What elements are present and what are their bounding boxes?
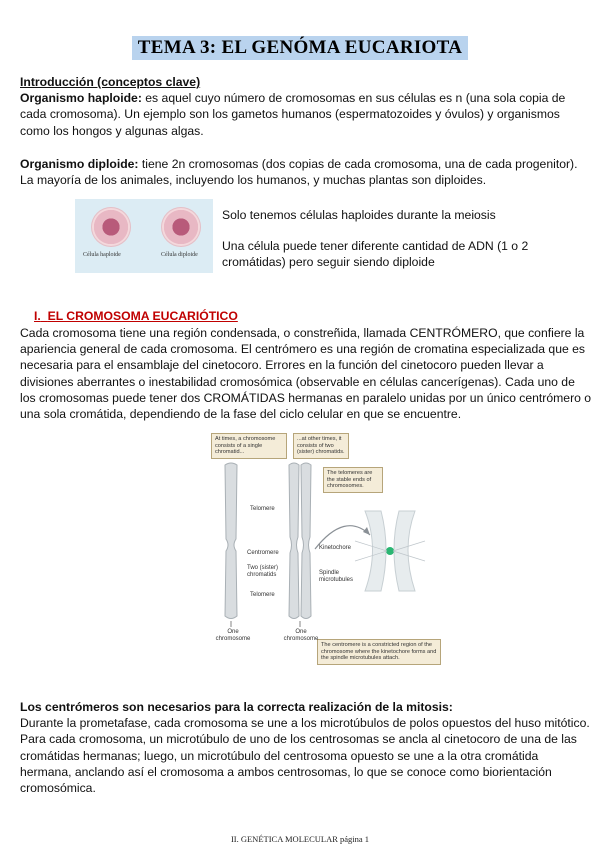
haploide-term: Organismo haploide: [20, 91, 142, 106]
mitosis-heading: Los centrómeros son necesarios para la correcta realización de la mitosis: [20, 700, 453, 714]
cells-image [75, 199, 213, 273]
label-spindle: Spindle microtubules [319, 570, 354, 583]
intro-heading: Introducción (conceptos clave) [20, 75, 201, 89]
haploide-text: es aquel cuyo número de cromosomas en sus células es n (una sola copia de cada cromosoma). Un ejemplo son los gametos humanos (espermatozoides y óvulos) y organismos como los hongos y algunas algas. [20, 91, 566, 138]
diploide-term: Organismo diploide: [20, 157, 139, 171]
section-1-title: EL CROMOSOMA EUCARIÓTICO [47, 309, 238, 323]
single-chromatid-shape [225, 463, 237, 619]
page-title: TEMA 3: EL GENÓMA EUCARIOTA [132, 36, 468, 60]
callout-two: ...at other times, it consists of two (sister) chromatids. [293, 433, 349, 459]
label-one-chromosome-left: One chromosome [215, 629, 251, 642]
zoom-arrow-head [363, 527, 370, 535]
zoom-chromatid-right [394, 511, 415, 591]
label-one-chromosome-right: One chromosome [283, 629, 319, 642]
cells-note-1: Solo tenemos células haploides durante la meiosis [222, 208, 496, 222]
mitosis-block [20, 699, 592, 796]
diploide-text: tiene 2n cromosomas (dos copias de cada cromosoma, una de cada progenitor). La mayoría de los animales, incluyendo los humanos, y muchas plantas son diploides. [20, 157, 578, 188]
callout-centromere: The centromere is a constricted region of the chromosome where the kinetochore forms and the spindle microtubules attach. [317, 639, 441, 665]
mitosis-paragraph: Durante la prometafase, cada cromosoma se une a los microtúbulos de polos opuestos del huso mitótico. Para cada cromosoma, un microtúbulo de uno de los centrosomas se ancla al cinetocoro de una de las cromátidas hermanas; luego, un microtúbulo del centrosoma opuesto se une a la otra cromátida hermana, anclando así el cromosoma a ambos centrosomas, lo que se conoce como biorientación cromosómica. [20, 716, 590, 796]
diploide-block [20, 156, 592, 188]
intro-block [20, 74, 592, 139]
haploid-cell-image [91, 207, 131, 247]
chromosome-figure [205, 431, 440, 687]
diploid-cell-image [161, 207, 201, 247]
sister-chromatid-left [289, 463, 299, 619]
callout-single: At times, a chromosome consists of a single chromatid... [211, 433, 287, 459]
section-1-paragraph: Cada cromosoma tiene una región condensada, o constreñida, llamada CENTRÓMERO, que confiere la apariencia general de cada cromosoma. El centrómero es una región de cromatina especializada que es necesaria para el ensamblaje del cinetocoro. Errores en la función del cinetocoro pueden llevar a divisiones aberrantes o inestabilidad cromosómica (observable en células cancerígenas). Cada uno de los cromosomas puede tener dos CROMÁTIDAS hermanas en paralelo unidas por un único centrómero o una sola cromátida, dependiendo de la fase del ciclo celular en que se encuentre. [20, 326, 592, 422]
cells-note-2: Una célula puede tener diferente cantidad de ADN (1 o 2 cromátidas) pero seguir siendo diploide [222, 239, 529, 270]
label-two-sister: Two (sister) chromatids [247, 565, 279, 578]
label-telomere-top: Telomere [250, 506, 275, 512]
kinetochore-dot [386, 547, 394, 555]
callout-telomeres: The telomeres are the stable ends of chromosomes. [323, 467, 383, 493]
diploid-cell-label: Célula diploide [161, 252, 198, 258]
label-centromere: Centromere [247, 550, 279, 556]
haploid-cell-label: Célula haploide [83, 252, 121, 258]
zoom-chromatid-left [365, 511, 386, 591]
section-1-heading [34, 309, 238, 323]
haploide-paragraph [20, 90, 592, 139]
label-telomere-bottom: Telomere [250, 592, 275, 598]
label-kinetochore: Kinetochore [319, 545, 352, 551]
page-footer: II. GENÉTICA MOLECULAR página 1 [230, 834, 370, 844]
section-1-numeral: I. [34, 309, 41, 323]
sister-chromatid-right [301, 463, 311, 619]
title-wrap [0, 36, 600, 60]
